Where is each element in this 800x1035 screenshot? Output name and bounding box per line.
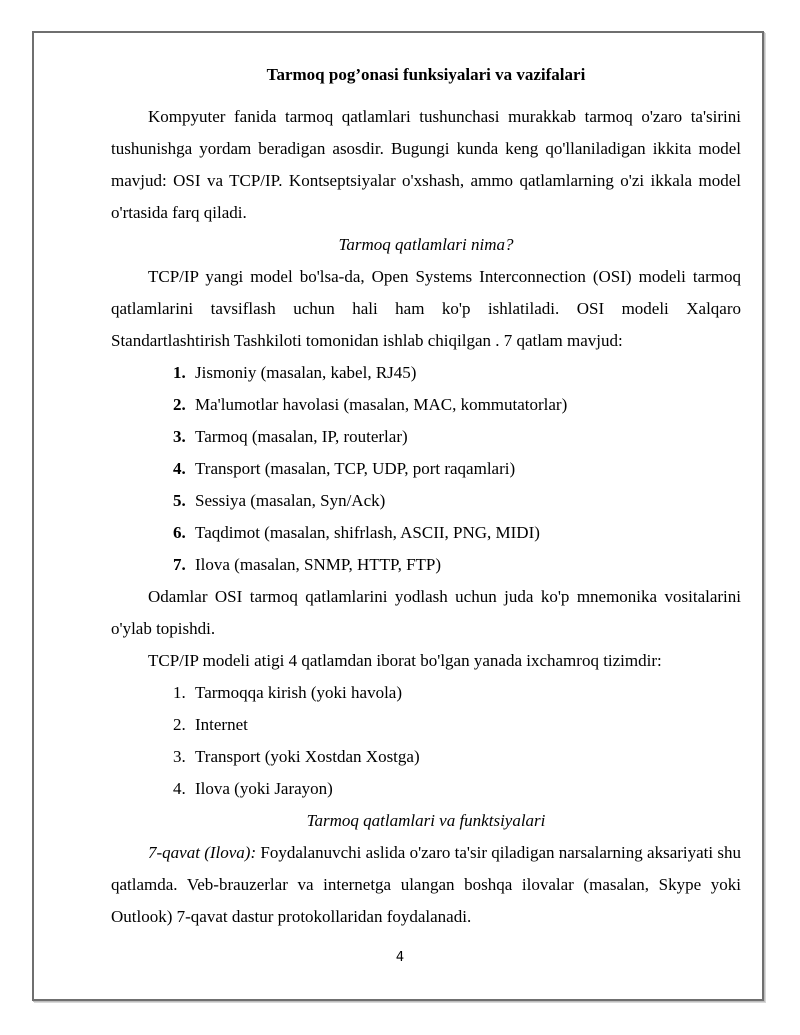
- list-item: [111, 677, 741, 709]
- tcpip-layers-list: [111, 677, 741, 805]
- list-number: 4.: [173, 459, 186, 478]
- list-number: 7.: [173, 555, 186, 574]
- document-body: [111, 64, 741, 933]
- list-number: 2.: [173, 715, 186, 734]
- list-number: 6.: [173, 523, 186, 542]
- intro-paragraph: Kompyuter fanida tarmoq qatlamlari tushunchasi murakkab tarmoq o'zaro ta'sirini tushunishga yordam beradigan asosdir. Bugungi kunda keng qo'llaniladigan ikkita model mavjud: OSI va TCP/IP. Kontseptsiyalar o'xshash, ammo qatlamlarning o'zi ikkala model o'rtasida farq qiladi.: [111, 107, 741, 222]
- page-number: 4: [395, 950, 405, 965]
- list-item: [111, 709, 741, 741]
- list-text: Sessiya (masalan, Syn/Ack): [195, 491, 386, 510]
- osi-layers-list: [111, 357, 741, 581]
- list-number: 1.: [173, 363, 186, 382]
- list-item: [111, 453, 741, 485]
- list-item: [111, 773, 741, 805]
- list-number: 4.: [173, 779, 186, 798]
- section-heading-layers: Tarmoq qatlamlari nima?: [338, 235, 514, 254]
- list-text: Jismoniy (masalan, kabel, RJ45): [195, 363, 417, 382]
- layer7-paragraph: [111, 837, 741, 933]
- list-number: 3.: [173, 427, 186, 446]
- list-item: [111, 517, 741, 549]
- list-text: Tarmoqqa kirish (yoki havola): [195, 683, 403, 702]
- layer7-lead: 7-qavat (Ilova):: [148, 843, 257, 862]
- list-item: [111, 357, 741, 389]
- list-number: 3.: [173, 747, 186, 766]
- list-item: [111, 389, 741, 421]
- list-item: [111, 485, 741, 517]
- list-item: [111, 741, 741, 773]
- list-text: Tarmoq (masalan, IP, routerlar): [195, 427, 408, 446]
- list-text: Internet: [195, 715, 248, 734]
- list-number: 1.: [173, 683, 186, 702]
- list-number: 2.: [173, 395, 186, 414]
- tcpip-intro-paragraph: TCP/IP modeli atigi 4 qatlamdan iborat bo'lgan yanada ixchamroq tizimdir:: [148, 651, 662, 670]
- list-item: [111, 549, 741, 581]
- layer7-text: Foydalanuvchi aslida o'zaro ta'sir qiladigan narsalarning aksariyati shu qatlamda. Veb-brauzerlar va internetga ulangan boshqa ilovalar (masalan, Skype yoki Outlook) 7-qavat dastur protokollaridan foydalanadi.: [111, 843, 741, 926]
- document-title: Tarmoq pog’onasi funksiyalari va vazifalari: [266, 65, 586, 84]
- list-text: Ma'lumotlar havolasi (masalan, MAC, kommutatorlar): [195, 395, 568, 414]
- list-item: [111, 421, 741, 453]
- list-text: Transport (masalan, TCP, UDP, port raqamlari): [195, 459, 516, 478]
- list-text: Ilova (yoki Jarayon): [195, 779, 333, 798]
- list-number: 5.: [173, 491, 186, 510]
- osi-intro-paragraph: TCP/IP yangi model bo'lsa-da, Open Systems Interconnection (OSI) modeli tarmoq qatlamlarini tavsiflash uchun hali ham ko'p ishlatiladi. OSI modeli Xalqaro Standartlashtirish Tashkiloti tomonidan ishlab chiqilgan . 7 qatlam mavjud:: [111, 267, 741, 350]
- mnemonic-paragraph: Odamlar OSI tarmoq qatlamlarini yodlash uchun juda ko'p mnemonika vositalarini o'ylab topishdi.: [111, 587, 741, 638]
- list-text: Taqdimot (masalan, shifrlash, ASCII, PNG, MIDI): [195, 523, 540, 542]
- section-heading-functions: Tarmoq qatlamlari va funktsiyalari: [306, 811, 546, 830]
- list-text: Ilova (masalan, SNMP, HTTP, FTP): [195, 555, 442, 574]
- list-text: Transport (yoki Xostdan Xostga): [195, 747, 420, 766]
